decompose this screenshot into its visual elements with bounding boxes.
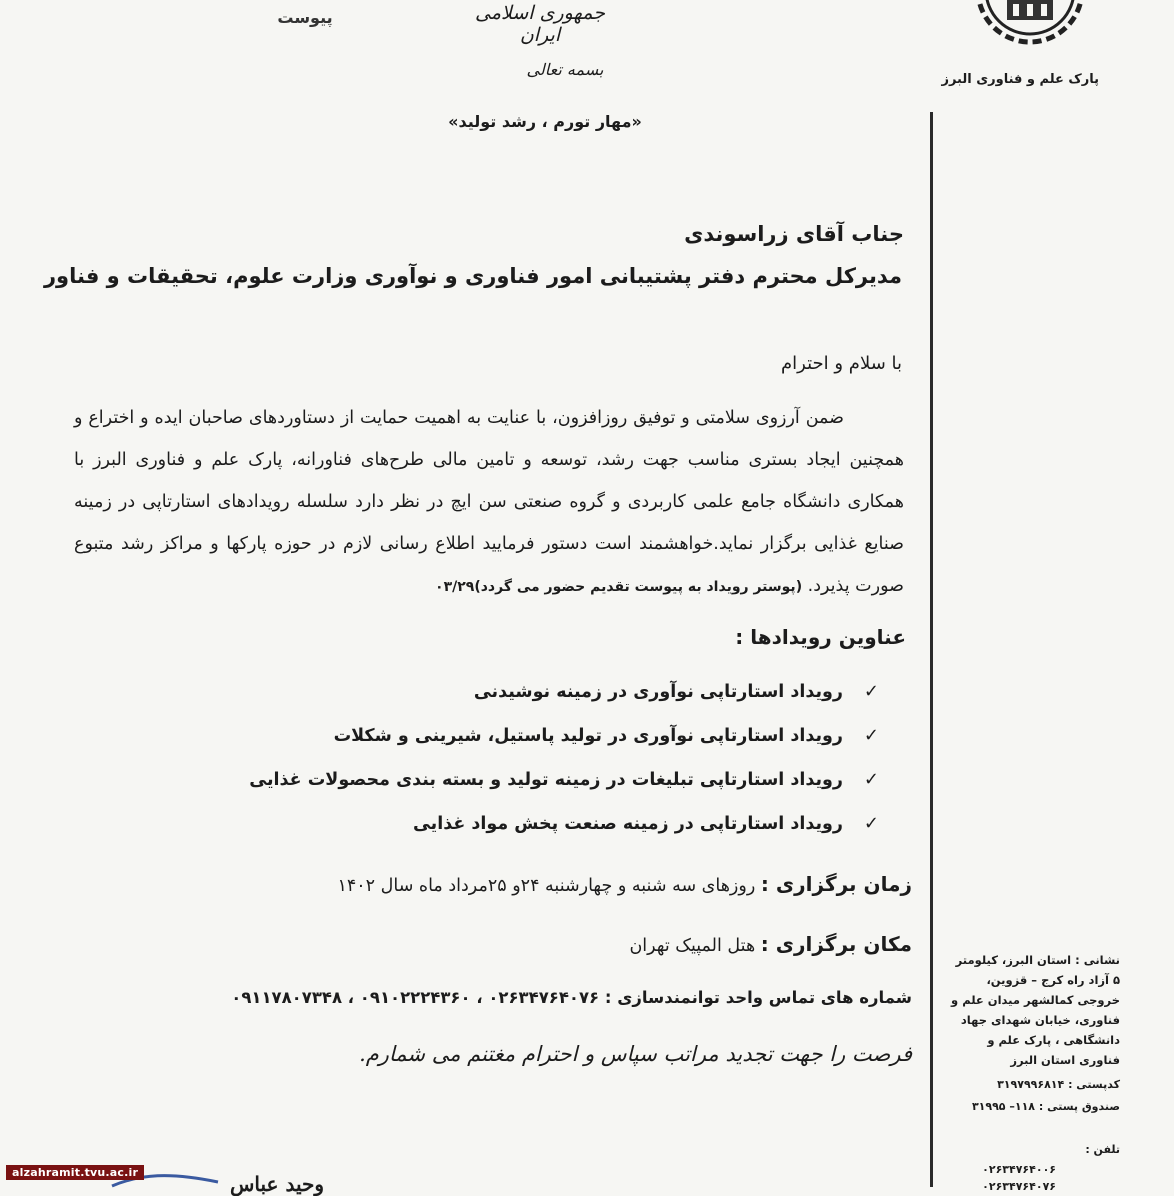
checkmark-icon: ✓ [863, 725, 879, 746]
list-item: ✓رویداد استارتاپی تبلیغات در زمینه تولید و بسته بندی محصولات غذایی [249, 760, 879, 804]
addressee-name: جناب آقای زراسوندی [684, 222, 904, 246]
event-place [629, 932, 912, 956]
list-item: ✓رویداد استارتاپی در زمینه صنعت پخش مواد غذایی [249, 804, 879, 848]
sidebar-address: نشانی : استان البرز، کیلومتر ۵ آزاد راه کرج – قزوین، خروجی کمالشهر میدان علم و فناوری، خیابان شهدای جهاد دانشگاهی ، پارک علم و فناوری استان البرز [951, 953, 1120, 1067]
closing-sentence: فرصت را جهت تجدید مراتب سپاس و احترام مغتنم می شمارم. [359, 1042, 912, 1066]
addressee-title: مدیرکل محترم دفتر پشتیبانی امور فناوری و نوآوری وزارت علوم، تحقیقات و فناور [43, 264, 902, 288]
attachment-label: پیوست [277, 8, 333, 27]
events-list [249, 672, 879, 848]
greeting: با سلام و احترام [781, 353, 902, 374]
event-time-value: روزهای سه شنبه و چهارشنبه ۲۴و ۲۵مرداد ماه سال ۱۴۰۲ [337, 876, 756, 896]
event-place-label: مکان برگزاری : [760, 932, 912, 956]
checkmark-icon: ✓ [863, 769, 879, 790]
contact-phones-value: ۰۲۶۳۴۷۶۴۰۷۶ ، ۰۹۱۰۲۲۲۴۳۶۰ ، ۰۹۱۱۷۸۰۷۳۴۸ [231, 988, 600, 1007]
margin-divider [930, 112, 933, 1187]
event-time-label: زمان برگزاری : [760, 872, 912, 896]
checkmark-icon: ✓ [863, 681, 879, 702]
sidebar-phone-1: ۰۲۶۳۴۷۶۴۰۰۶ [982, 1163, 1056, 1176]
letter-body [74, 397, 904, 608]
checkmark-icon: ✓ [863, 813, 879, 834]
events-heading: عناوین رویدادها : [735, 625, 906, 649]
sidebar-phone-label: تلفن : [1085, 1143, 1120, 1156]
park-logo-gear-icon [965, 0, 1095, 54]
sidebar-po-box: صندوق پستی : ۱۱۸– ۳۱۹۹۵ [971, 1100, 1120, 1113]
signature-name-partial: وحید عباس [230, 1172, 324, 1196]
republic-emblem-text: جمهوری اسلامی ایران [475, 2, 605, 46]
contact-phones-label: شماره های تماس واحد توانمندسازی : [604, 988, 912, 1007]
letter-body-text: ضمن آرزوی سلامتی و توفیق روزافزون، با عنایت به اهمیت حمایت از دستاوردهای صاحبان ایده و اختراع و همچنین ایجاد بستری مناسب جهت رشد، توسعه و تامین مالی طرح‌های فناورانه، پارک علم و فناوری البرز با همکاری دانشگاه جامع علمی کاربردی و گروه صنعتی سن ایچ در نظر دارد سلسله رویدادهای استارتاپی در زمینه صنایع غذایی برگزار نماید.خواهشمند است دستور فرمایید اطلاع رسانی لازم در حوزه پارکها و مراکز رشد متبوع صورت پذیرد. [74, 408, 904, 596]
event-place-value: هتل المپیک تهران [629, 936, 756, 956]
sidebar-phone-2: ۰۲۶۳۴۷۶۴۰۷۶ [982, 1180, 1056, 1193]
slogan: «مهار تورم ، رشد تولید» [448, 112, 642, 131]
letter-body-note: (پوستر رویداد به پیوست تقدیم حضور می گردد)۰۳/۲۹ [435, 579, 803, 595]
list-item: ✓رویداد استارتاپی نوآوری در تولید پاستیل، شیرینی و شکلات [249, 716, 879, 760]
park-name: پارک علم و فناوری البرز [941, 72, 1099, 87]
contact-phones [231, 988, 912, 1007]
list-item: ✓رویداد استارتاپی نوآوری در زمینه نوشیدنی [249, 672, 879, 716]
event-time [337, 872, 912, 896]
sidebar-postal-code: کدپستی : ۳۱۹۷۹۹۶۸۱۴ [997, 1078, 1120, 1091]
basmala: بسمه تعالی [526, 60, 604, 79]
watermark: alzahramit.tvu.ac.ir [6, 1165, 144, 1180]
